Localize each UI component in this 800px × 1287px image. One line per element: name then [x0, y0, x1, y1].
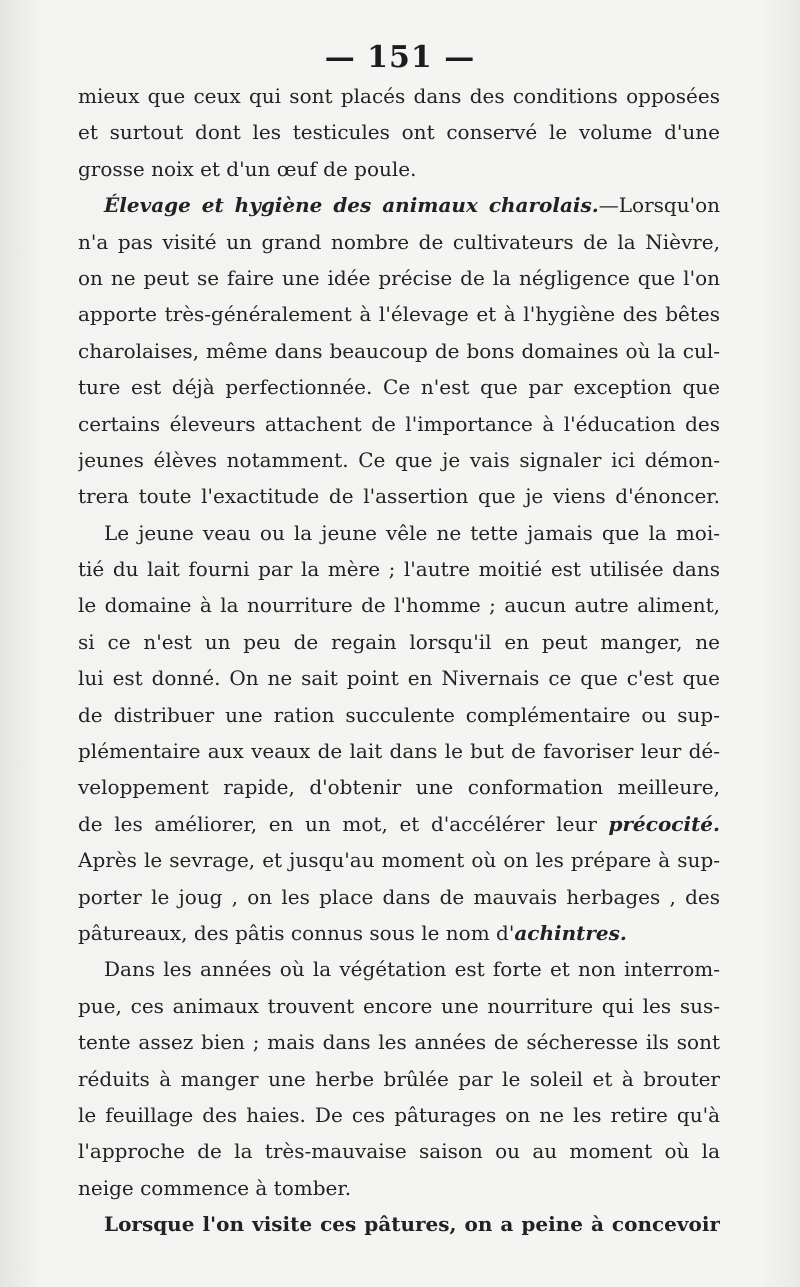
text-line: trera toute l'exactitude de l'assertion que je viens d'énoncer.	[78, 484, 720, 509]
section-heading: Élevage et hygiène des animaux charolais.	[104, 193, 599, 218]
text-line: plémentaire aux veaux de lait dans le but de favoriser leur dé-	[78, 739, 720, 764]
text-line: neige commence à tomber.	[78, 1175, 352, 1200]
text-line: réduits à manger une herbe brûlée par le soleil et à brouter	[78, 1066, 720, 1091]
text-line: porter le joug , on les place dans de mauvais herbages , des	[78, 884, 720, 909]
text-line: Lorsque l'on visite ces pâtures, on a peine à concevoir	[104, 1212, 720, 1237]
page-body-text	[78, 78, 720, 1243]
text-line	[78, 806, 720, 842]
text-line: n'a pas visité un grand nombre de cultivateurs de la Nièvre,	[78, 229, 720, 254]
section-heading-continuation: —Lorsqu'on	[598, 193, 720, 218]
text-line: on ne peut se faire une idée précise de la négligence que l'on	[78, 265, 720, 290]
text-line: Après le sevrage, et jusqu'au moment où on les prépare à sup-	[78, 848, 720, 873]
text-line: apporte très-généralement à l'élevage et à l'hygiène des bêtes	[78, 302, 720, 327]
text-line: jeunes élèves notamment. Ce que je vais signaler ici démon-	[78, 447, 720, 472]
text-line: tié du lait fourni par la mère ; l'autre moitié est utilisée dans	[78, 557, 720, 582]
text-line: tente assez bien ; mais dans les années de sécheresse ils sont	[78, 1030, 720, 1055]
text-line: de distribuer une ration succulente complémentaire ou sup-	[78, 702, 720, 727]
text-line: charolaises, même dans beaucoup de bons domaines où la cul-	[78, 338, 720, 363]
text-line: lui est donné. On ne sait point en Nivernais ce que c'est que	[78, 666, 720, 691]
text-line: certains éleveurs attachent de l'importance à l'éducation des	[78, 411, 720, 436]
text-line: le feuillage des haies. De ces pâturages on ne les retire qu'à	[78, 1102, 720, 1127]
text-line: pue, ces animaux trouvent encore une nourriture qui les sus-	[78, 993, 720, 1018]
text-line: veloppement rapide, d'obtenir une conformation meilleure,	[78, 775, 720, 800]
text-line	[78, 915, 720, 951]
text-line: Dans les années où la végétation est forte et non interrom-	[104, 957, 720, 982]
text-line: l'approche de la très-mauvaise saison ou au moment où la	[78, 1139, 720, 1164]
text-line: ture est déjà perfectionnée. Ce n'est que par exception que	[78, 375, 720, 400]
text-line: le domaine à la nourriture de l'homme ; aucun autre aliment,	[78, 593, 720, 618]
text-line: grosse noix et d'un œuf de poule.	[78, 156, 417, 181]
text-line: mieux que ceux qui sont placés dans des conditions opposées	[78, 84, 720, 108]
text-segment: de les améliorer, en un mot, et d'accélérer leur	[78, 811, 609, 836]
text-line: si ce n'est un peu de regain lorsqu'il en peut manger, ne	[78, 629, 720, 654]
text-line: et surtout dont les testicules ont conservé le volume d'une	[78, 120, 720, 145]
italic-term: précocité.	[608, 811, 720, 836]
text-line: Le jeune veau ou la jeune vêle ne tette jamais que la moi-	[104, 520, 720, 545]
page-number: — 151 —	[324, 40, 476, 75]
italic-term: achintres.	[514, 920, 627, 945]
section-heading-line	[78, 187, 720, 223]
text-segment: pâtureaux, des pâtis connus sous le nom d'	[78, 920, 515, 945]
